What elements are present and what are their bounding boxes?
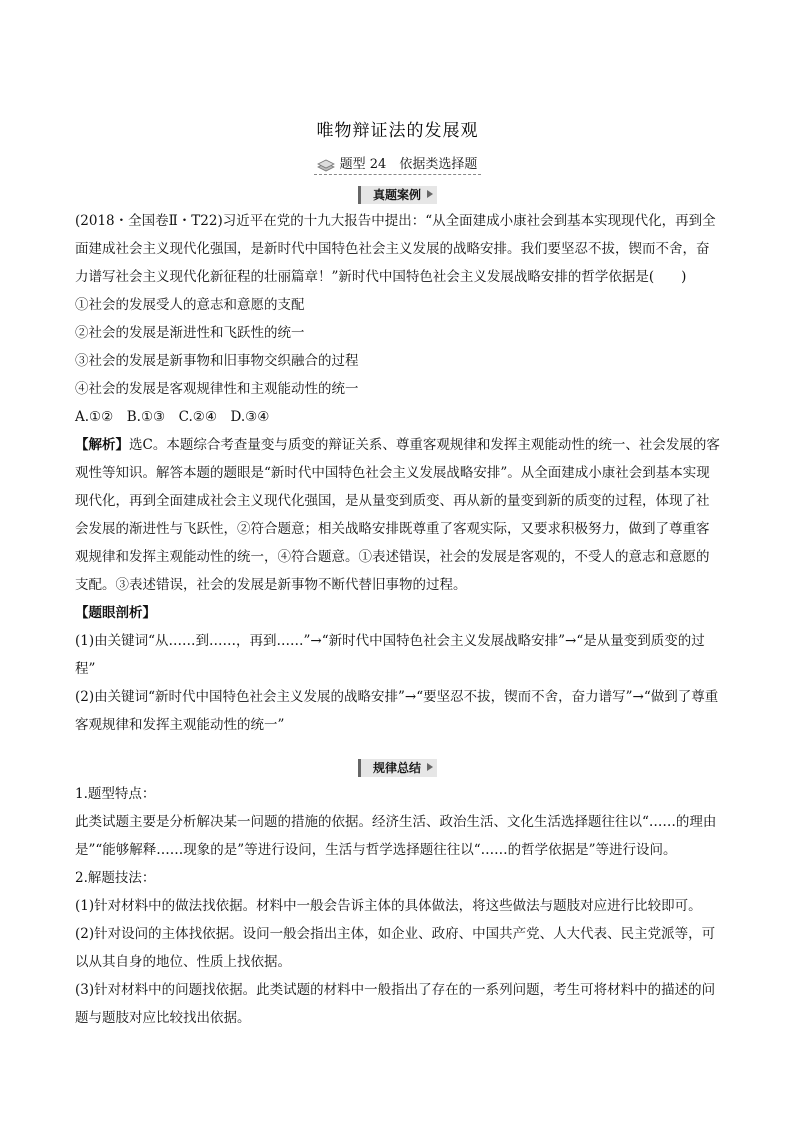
question-type-heading bbox=[75, 153, 720, 175]
summary-item-1: (1)针对材料中的做法找依据。材料中一般会告诉主体的具体做法，将这些做法与题肢对应进行比较即可。 bbox=[75, 898, 702, 914]
stacked-books-icon bbox=[316, 158, 336, 172]
summary-heading-2: 2.解题技法： bbox=[75, 870, 156, 886]
analysis-paragraph bbox=[75, 431, 720, 599]
section-case-bar bbox=[75, 184, 720, 204]
keypoint-label: 【题眼剖析】 bbox=[75, 605, 156, 621]
option-1: ①社会的发展受人的意志和意愿的支配 bbox=[75, 297, 305, 313]
summary-item-2: (2)针对设问的主体找依据。设问一般会指出主体，如企业、政府、中国共产党、人大代表、民主党派等，可以从其自身的地位、性质上找依据。 bbox=[75, 926, 716, 970]
option-3: ③社会的发展是新事物和旧事物交织融合的过程 bbox=[75, 353, 359, 369]
summary-block bbox=[75, 780, 720, 1032]
option-4: ④社会的发展是客观规律性和主观能动性的统一 bbox=[75, 381, 359, 397]
analysis-text: 选C。本题综合考查量变与质变的辩证关系、尊重客观规律和发挥主观能动性的统一、社会发展的客观性等知识。解答本题的题眼是“新时代中国特色社会主义发展战略安排”。从全面建成小康社会到基本实现现代化，再到全面建成社会主义现代化强国，是从量变到质变、再从新的量变到新的质变的过程，体现了社会发展的渐进性与飞跃性，②符合题意；相关战略安排既尊重了客观实际，又要求积极努力，做到了尊重客观规律和发挥主观能动性的统一，④符合题意。①表述错误，社会的发展是客观的，不受人的意志和意愿的支配。③表述错误，社会的发展是新事物不断代替旧事物的过程。 bbox=[75, 437, 720, 593]
subtitle-text: 题型 24 依据类选择题 bbox=[339, 157, 478, 172]
section-summary-label: 规律总结 bbox=[358, 759, 437, 777]
option-2: ②社会的发展是渐进性和飞跃性的统一 bbox=[75, 325, 305, 341]
page-title: 唯物辩证法的发展观 bbox=[316, 121, 479, 141]
summary-heading-1: 1.题型特点： bbox=[75, 786, 156, 802]
answer-choices: A.①② B.①③ C.②④ D.③④ bbox=[75, 409, 270, 425]
section-case-label: 真题案例 bbox=[358, 186, 437, 204]
summary-paragraph-1: 此类试题主要是分析解决某一问题的措施的依据。经济生活、政治生活、文化生活选择题往往以“……的理由是”“能够解释……现象的是”等进行设问，生活与哲学选择题往往以“……的哲学依据是”等进行设问。 bbox=[75, 814, 717, 858]
question-block bbox=[75, 207, 720, 739]
question-stem: (2018・全国卷Ⅱ・T22)习近平在党的十九大报告中提出：“从全面建成小康社会到基本实现现代化，再到全面建成社会主义现代化强国，是新时代中国特色社会主义发展的战略安排。我们要坚忍不拔，锲而不舍，奋力谱写社会主义现代化新征程的壮丽篇章！”新时代中国特色社会主义发展战略安排的哲学依据是( ) bbox=[75, 213, 716, 285]
keypoint-item-2: (2)由关键词“新时代中国特色社会主义发展的战略安排”→“要坚忍不拔，锲而不舍，奋力谱写”→“做到了尊重客观规律和发挥主观能动性的统一” bbox=[75, 689, 719, 733]
keypoint-item-1: (1)由关键词“从……到……，再到……”→“新时代中国特色社会主义发展战略安排”→“是从量变到质变的过程” bbox=[75, 633, 705, 677]
summary-item-3: (3)针对材料中的问题找依据。此类试题的材料中一般指出了存在的一系列问题，考生可将材料中的描述的问题与题肢对应比较找出依据。 bbox=[75, 982, 716, 1026]
section-summary-bar bbox=[75, 757, 720, 777]
analysis-label: 【解析】 bbox=[75, 437, 129, 453]
